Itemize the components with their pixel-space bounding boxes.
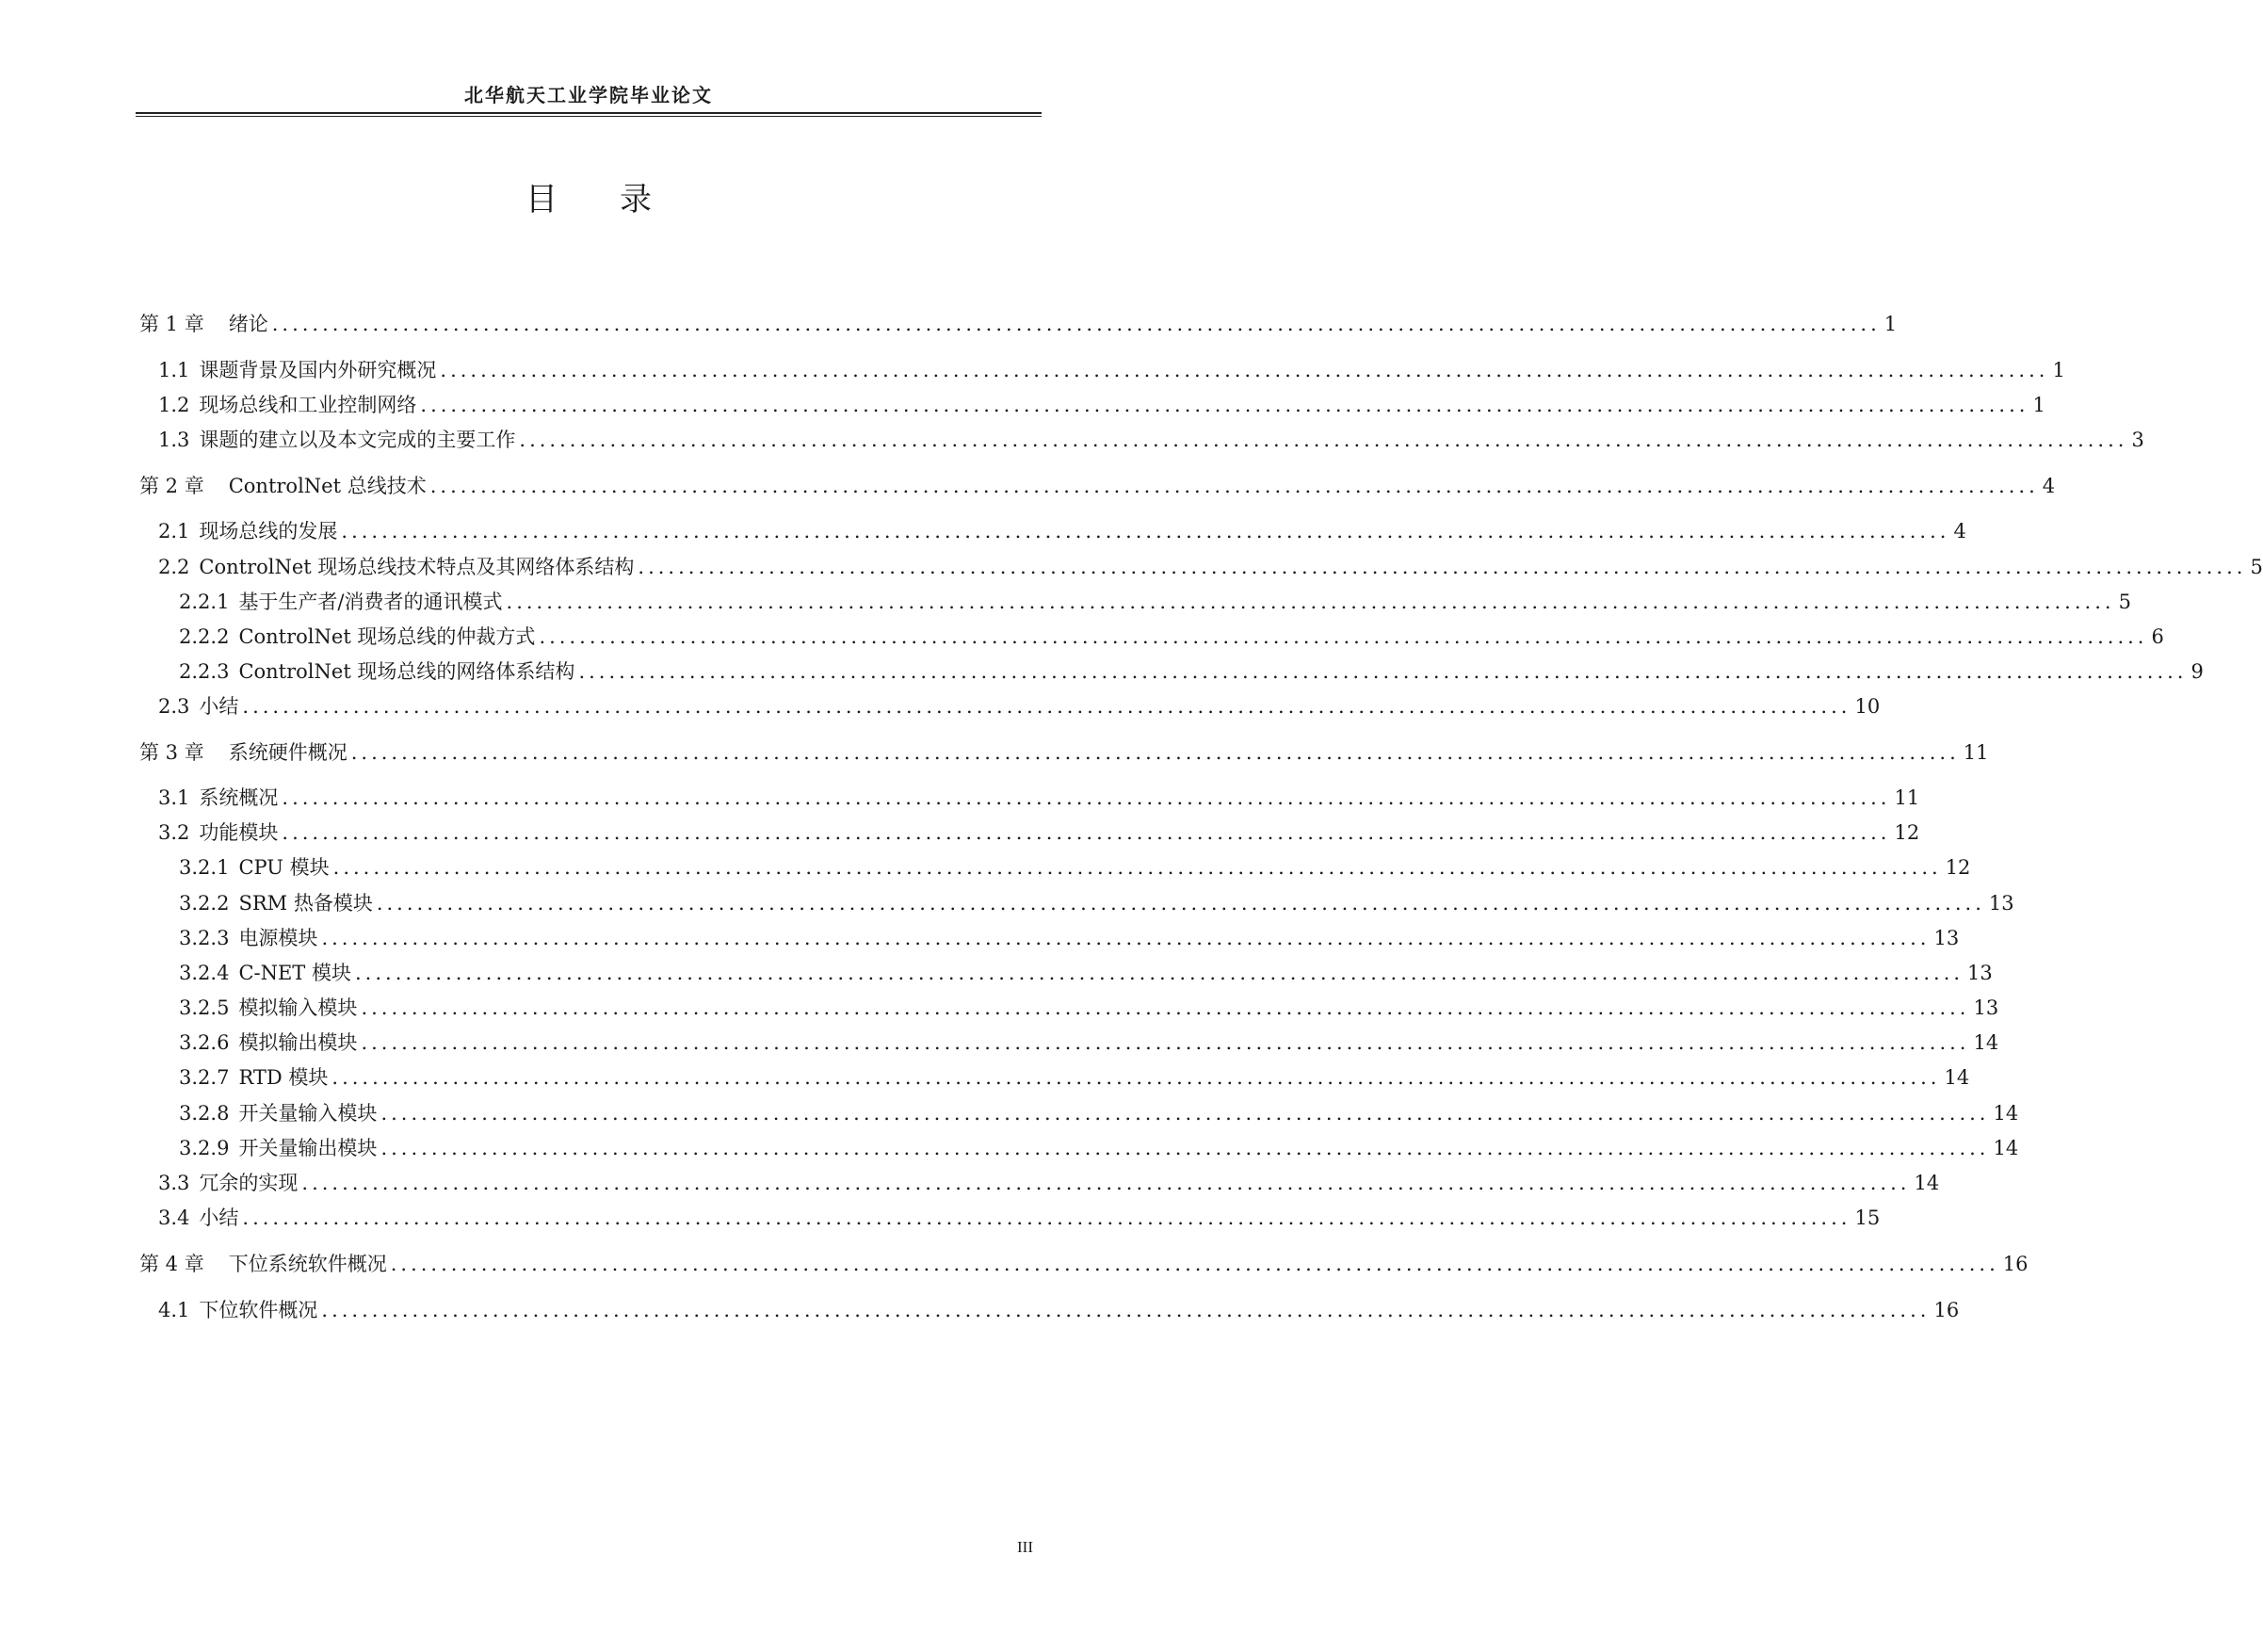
- toc-leader-dots: ................................................................................................................................................................: [355, 962, 1964, 984]
- toc-entry-title: ControlNet 现场总线的网络体系结构: [238, 660, 575, 683]
- toc-entry-page: 14: [1973, 1031, 1999, 1054]
- toc-entry-title: C-NET 模块: [238, 962, 351, 984]
- toc-entry-page: 11: [1894, 786, 1920, 809]
- toc-leader-dots: ................................................................................................................................................................: [242, 1207, 1851, 1229]
- header-title: 北华航天工业学院毕业论文: [464, 84, 713, 106]
- toc-entry-number: 3.3: [158, 1172, 190, 1194]
- toc-entry-page: 14: [1993, 1137, 2019, 1159]
- toc-leader-dots: ................................................................................................................................................................: [271, 313, 1881, 335]
- toc-entry-title: 课题的建立以及本文完成的主要工作: [199, 429, 516, 451]
- toc-title: [136, 179, 1042, 220]
- toc-entry-number: 2.2.1: [179, 591, 230, 613]
- toc-entry-3-2[interactable]: [0, 818, 1920, 847]
- toc-entry-title: ControlNet 总线技术: [228, 475, 427, 497]
- toc-entry-number: 第 1 章: [139, 313, 204, 335]
- toc-title-char-2: 录: [620, 181, 652, 219]
- toc-entry-3-2-2[interactable]: [0, 889, 2014, 917]
- toc-leader-dots: ................................................................................................................................................................: [331, 1066, 1941, 1089]
- header-rule-thick: [136, 112, 1042, 114]
- toc-entry-page: 12: [1945, 856, 1971, 879]
- toc-entry-title: SRM 热备模块: [238, 892, 373, 915]
- toc-leader-dots: ................................................................................................................................................................: [242, 695, 1851, 718]
- toc-leader-dots: ................................................................................................................................................................: [429, 475, 2039, 497]
- toc-entry-title: 课题背景及国内外研究概况: [199, 359, 437, 381]
- toc-leader-dots: ................................................................................................................................................................: [321, 927, 1931, 949]
- toc-leader-dots: ................................................................................................................................................................: [506, 591, 2115, 613]
- toc-entry-page: 13: [1988, 892, 2014, 915]
- toc-entry-number: 3.2.3: [179, 927, 230, 949]
- toc-entry-page: 13: [1973, 996, 1999, 1019]
- toc-leader-dots: ................................................................................................................................................................: [332, 856, 1942, 879]
- toc-entry-title: 功能模块: [199, 821, 279, 844]
- toc-entry-page: 1: [2052, 359, 2065, 381]
- toc-entry-page: 16: [1933, 1299, 1960, 1321]
- toc-entry-page: 6: [2151, 625, 2164, 648]
- toc-entry-title: 冗余的实现: [199, 1172, 299, 1194]
- toc-entry-title: 下位系统软件概况: [228, 1253, 387, 1275]
- toc-entry-page: 3: [2131, 429, 2144, 451]
- toc-entry-chapter-4[interactable]: [0, 1250, 2029, 1278]
- toc-entry-page: 1: [2032, 394, 2045, 416]
- toc-entry-page: 12: [1894, 821, 1920, 844]
- toc-entry-3-2-4[interactable]: [0, 959, 1993, 987]
- toc-entry-title: 小结: [199, 695, 239, 718]
- toc-entry-2-2-1[interactable]: [0, 588, 2131, 616]
- toc-entry-title: 现场总线和工业控制网络: [199, 394, 417, 416]
- toc-entry-page: 10: [1854, 695, 1881, 718]
- toc-entry-page: 5: [2250, 556, 2263, 578]
- toc-entry-page: 13: [1933, 927, 1960, 949]
- toc-entry-title: 开关量输出模块: [238, 1137, 378, 1159]
- toc-entry-3-2-9[interactable]: [0, 1134, 2019, 1162]
- toc-entry-number: 2.2: [158, 556, 190, 578]
- toc-leader-dots: ................................................................................................................................................................: [638, 556, 2247, 578]
- toc-entry-number: 3.1: [158, 786, 190, 809]
- toc-entry-page: 14: [1914, 1172, 1940, 1194]
- toc-leader-dots: ................................................................................................................................................................: [539, 625, 2148, 648]
- toc-leader-dots: ................................................................................................................................................................: [578, 660, 2188, 683]
- toc-entry-number: 1.2: [158, 394, 190, 416]
- toc-entry-2-2-2[interactable]: [0, 623, 2164, 651]
- toc-entry-number: 3.2: [158, 821, 190, 844]
- toc-entry-title: 绪论: [228, 313, 268, 335]
- toc-entry-1-3[interactable]: [0, 426, 2144, 454]
- toc-leader-dots: ................................................................................................................................................................: [380, 1102, 1990, 1125]
- toc-entry-number: 3.2.8: [179, 1102, 230, 1125]
- toc-entry-number: 3.4: [158, 1207, 190, 1229]
- page-number-text: III: [1017, 1538, 1033, 1556]
- toc-entry-number: 第 2 章: [139, 475, 204, 497]
- toc-entry-title: 电源模块: [238, 927, 318, 949]
- toc-leader-dots: ................................................................................................................................................................: [380, 1137, 1990, 1159]
- toc-entry-number: 3.2.9: [179, 1137, 230, 1159]
- toc-entry-3-2-3[interactable]: [0, 924, 1960, 952]
- toc-entry-3-2-8[interactable]: [0, 1099, 2019, 1127]
- toc-title-char-1: 目: [525, 181, 558, 219]
- toc-entry-2-3[interactable]: [0, 692, 1881, 721]
- header-rule-thin: [136, 116, 1042, 117]
- toc-entry-3-1[interactable]: [0, 784, 1920, 812]
- toc-entry-title: 现场总线的发展: [199, 520, 338, 543]
- toc-entry-3-4[interactable]: [0, 1204, 1881, 1232]
- toc-leader-dots: ................................................................................................................................................................: [420, 394, 2029, 416]
- toc-entry-1-2[interactable]: [0, 391, 2045, 419]
- toc-entry-title: 小结: [199, 1207, 239, 1229]
- toc-entry-2-2[interactable]: [0, 553, 2263, 581]
- toc-entry-number: 第 3 章: [139, 741, 204, 764]
- toc-leader-dots: ................................................................................................................................................................: [350, 741, 1960, 764]
- running-header: [136, 83, 1042, 107]
- toc-entry-number: 3.2.4: [179, 962, 230, 984]
- toc-entry-page: 14: [1993, 1102, 2019, 1125]
- toc-entry-page: 15: [1854, 1207, 1881, 1229]
- toc-entry-number: 4.1: [158, 1299, 190, 1321]
- toc-entry-2-2-3[interactable]: [0, 657, 2204, 686]
- toc-entry-title: 模拟输出模块: [238, 1031, 358, 1054]
- toc-entry-title: RTD 模块: [238, 1066, 329, 1089]
- toc-entry-3-2-5[interactable]: [0, 994, 1999, 1022]
- toc-entry-2-1[interactable]: [0, 517, 1966, 545]
- toc-entry-page: 14: [1944, 1066, 1970, 1089]
- page-number: [1017, 1537, 1033, 1558]
- toc-entry-title: CPU 模块: [238, 856, 330, 879]
- toc-leader-dots: ................................................................................................................................................................: [282, 786, 1891, 809]
- toc-entry-title: 模拟输入模块: [238, 996, 358, 1019]
- toc-entry-title: 基于生产者/消费者的通讯模式: [238, 591, 503, 613]
- toc-entry-number: 3.2.2: [179, 892, 230, 915]
- toc-entry-page: 9: [2190, 660, 2204, 683]
- toc-entry-chapter-1[interactable]: [0, 310, 1898, 338]
- toc-entry-page: 13: [1967, 962, 1993, 984]
- toc-leader-dots: ................................................................................................................................................................: [282, 821, 1891, 844]
- toc-entry-title: 系统硬件概况: [228, 741, 348, 764]
- toc-entry-page: 5: [2118, 591, 2131, 613]
- toc-entry-chapter-3[interactable]: [0, 738, 1989, 767]
- toc-entry-title: ControlNet 现场总线技术特点及其网络体系结构: [199, 556, 635, 578]
- toc-entry-number: 2.2.3: [179, 660, 230, 683]
- toc-entry-title: ControlNet 现场总线的仲裁方式: [238, 625, 536, 648]
- toc-entry-4-1[interactable]: [0, 1296, 1960, 1324]
- toc-entry-page: 1: [1883, 313, 1898, 335]
- toc-entry-number: 3.2.5: [179, 996, 230, 1019]
- toc-entry-number: 3.2.7: [179, 1066, 230, 1089]
- toc-entry-3-2-7[interactable]: [0, 1063, 1970, 1092]
- toc-entry-number: 3.2.6: [179, 1031, 230, 1054]
- toc-entry-1-1[interactable]: [0, 356, 2065, 384]
- toc-entry-number: 1.1: [158, 359, 190, 381]
- toc-entry-number: 2.1: [158, 520, 190, 543]
- toc-leader-dots: ................................................................................................................................................................: [321, 1299, 1931, 1321]
- toc-entry-page: 11: [1963, 741, 1989, 764]
- toc-leader-dots: ................................................................................................................................................................: [361, 996, 1970, 1019]
- toc-leader-dots: ................................................................................................................................................................: [341, 520, 1950, 543]
- toc-leader-dots: ................................................................................................................................................................: [390, 1253, 1999, 1275]
- toc-entry-title: 开关量输入模块: [238, 1102, 378, 1125]
- toc-leader-dots: ................................................................................................................................................................: [301, 1172, 1911, 1194]
- toc-entry-number: 1.3: [158, 429, 190, 451]
- toc-entry-page: 16: [2002, 1253, 2029, 1275]
- toc-entry-3-2-6[interactable]: [0, 1028, 1999, 1057]
- toc-leader-dots: ................................................................................................................................................................: [376, 892, 1985, 915]
- toc-entry-title: 下位软件概况: [199, 1299, 318, 1321]
- toc-entry-number: 3.2.1: [179, 856, 230, 879]
- toc-leader-dots: ................................................................................................................................................................: [440, 359, 2049, 381]
- toc-entry-page: 4: [1953, 520, 1966, 543]
- toc-entry-chapter-2[interactable]: [0, 472, 2056, 500]
- toc-entry-number: 第 4 章: [139, 1253, 204, 1275]
- toc-leader-dots: ................................................................................................................................................................: [361, 1031, 1970, 1054]
- toc-leader-dots: ................................................................................................................................................................: [519, 429, 2128, 451]
- toc-entry-number: 2.3: [158, 695, 190, 718]
- toc-entry-number: 2.2.2: [179, 625, 230, 648]
- toc-entry-3-2-1[interactable]: [0, 853, 1971, 882]
- toc-entry-page: 4: [2042, 475, 2056, 497]
- toc-entry-title: 系统概况: [199, 786, 279, 809]
- toc-entry-3-3[interactable]: [0, 1169, 1940, 1197]
